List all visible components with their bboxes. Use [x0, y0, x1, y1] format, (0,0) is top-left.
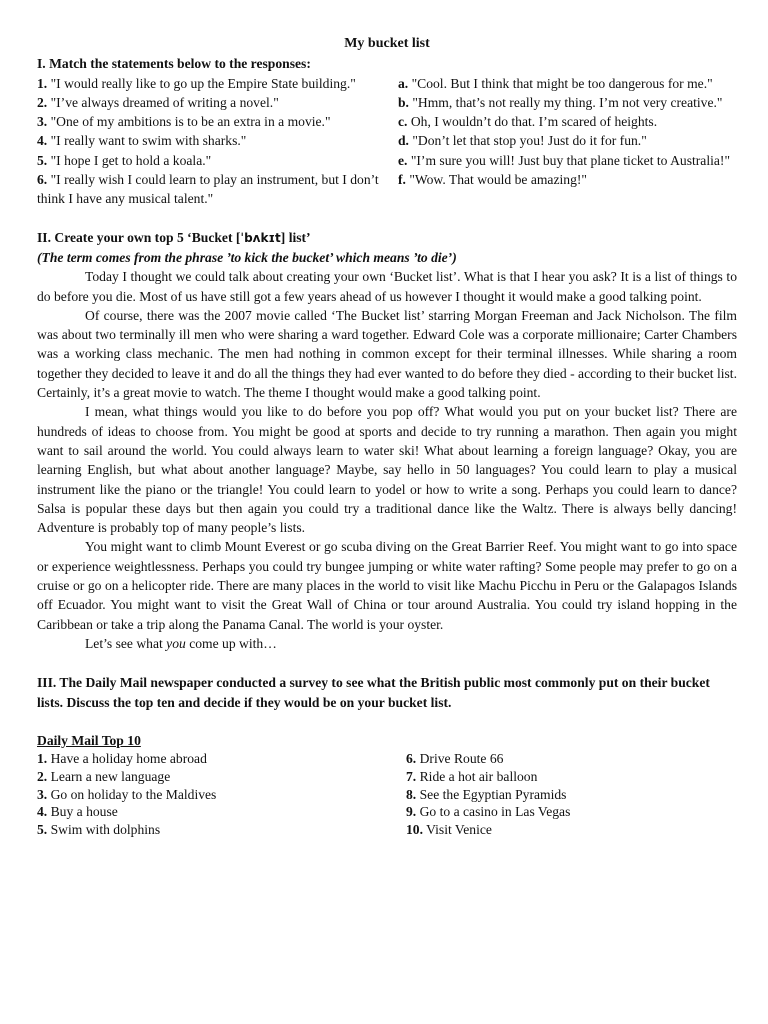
statement-3: 3. "One of my ambitions is to be an extra in a movie." — [37, 114, 331, 130]
section-3-heading: III. The Daily Mail newspaper conducted a survey to see what the British public most commonly put on their bucket lists. Discuss the top ten and decide if they would be on your bucket list. — [37, 675, 710, 710]
statement-6: 6. "I really wish I could learn to play an instrument, but I don’t think I have any musical talent." — [37, 172, 379, 207]
response-e: e. "I’m sure you will! Just buy that plane ticket to Australia!" — [398, 152, 730, 168]
statement-1: 1. "I would really like to go up the Empire State building." — [37, 75, 356, 91]
closing-line: Let’s see what you come up with… — [85, 635, 277, 651]
list-item: 1. Have a holiday home abroad — [37, 751, 207, 767]
ipa-transcription: ˈbʌkɪt — [240, 230, 281, 245]
statement-5: 5. "I hope I get to hold a koala." — [37, 152, 212, 168]
list-item: 7. Ride a hot air balloon — [406, 768, 538, 784]
section-1-heading: I. Match the statements below to the responses: — [37, 56, 311, 72]
response-a: a. "Cool. But I think that might be too dangerous for me." — [398, 75, 713, 91]
list-item: 3. Go on holiday to the Maldives — [37, 786, 217, 802]
page-title: My bucket list — [344, 36, 430, 51]
response-f: f. "Wow. That would be amazing!" — [398, 172, 587, 188]
top10-right-column — [406, 750, 737, 839]
list-item: 5. Swim with dolphins — [37, 822, 161, 838]
list-item: 6. Drive Route 66 — [406, 751, 504, 767]
list-item: 4. Buy a house — [37, 804, 118, 820]
section-2-heading: II. Create your own top 5 ‘Bucket [ˈbʌkɪt] list’ — [37, 229, 311, 245]
paragraph: You might want to climb Mount Everest or go scuba diving on the Great Barrier Reef. You might want to go into space or experience weightlessness. Perhaps you could try bungee jumping or white water rafting? Some people may prefer to go on a cruise or go on a helicopter ride. There are many places in the world to visit like Machu Picchu in Peru or the Galapagos Islands off Ecuador. You might want to visit the Great Wall of China or tour around Australia. You could try island hopping in the Caribbean or take a trip along the Panama Canal. The world is your oyster. — [37, 539, 737, 632]
list-item: 8. See the Egyptian Pyramids — [406, 786, 567, 802]
worksheet-page — [37, 34, 737, 839]
response-d: d. "Don’t let that stop you! Just do it for fun." — [398, 133, 647, 149]
paragraph: I mean, what things would you like to do before you pop off? What would you put on your bucket list? There are hundreds of ideas to choose from. You might be good at sports and decide to try running a marathon. Then again you might want to sail around the world. You could always learn to water ski! What about learning a foreign language? Okay, you are learning English, but what about another language? Maybe, say hello in 50 languages? You could learn to play a musical instrument like the piano or the triangle! You could learn to yodel or how to write a song. Perhaps you could learn to dance? Salsa is popular these days but then again you could try a traditional dance like the Waltz. There is always belly dancing! Adventure is probably top of many people’s lists. — [37, 404, 737, 536]
list-item: 2. Learn a new language — [37, 768, 171, 784]
section-2-subheading: (The term comes from the phrase ’to kick the bucket’ which means ’to die’) — [37, 249, 457, 265]
top10-list — [37, 750, 737, 839]
top10-title: Daily Mail Top 10 — [37, 732, 141, 748]
paragraph: Today I thought we could talk about creating your own ‘Bucket list’. What is that I hear you ask? It is a list of things to do before you die. Most of us have still got a few years ahead of us however I thought it would make a good talking point. — [37, 269, 737, 304]
list-item: 9. Go to a casino in Las Vegas — [406, 804, 571, 820]
top10-left-column — [37, 750, 406, 839]
response-b: b. "Hmm, that’s not really my thing. I’m not very creative." — [398, 94, 723, 110]
paragraph: Of course, there was the 2007 movie called ‘The Bucket list’ starring Morgan Freeman and Jack Nicholson. The film was about two terminally ill men who were sharing a ward together. Edward Cole was a corporate millionaire; Carter Chambers was a working class mechanic. The men had nothing in common except for their terminal illnesses. While sharing a room together they decided to leave it and do all the things they had ever wanted to do before they died - according to their bucket list. Certainly, it’s a great movie to watch. The theme I thought would make a good talking point. — [37, 307, 737, 401]
statement-4: 4. "I really want to swim with sharks." — [37, 133, 247, 149]
match-grid — [37, 74, 737, 209]
list-item: 10. Visit Venice — [406, 822, 492, 838]
statement-2: 2. "I’ve always dreamed of writing a novel." — [37, 94, 279, 110]
response-c: c. Oh, I wouldn’t do that. I’m scared of heights. — [398, 114, 658, 130]
